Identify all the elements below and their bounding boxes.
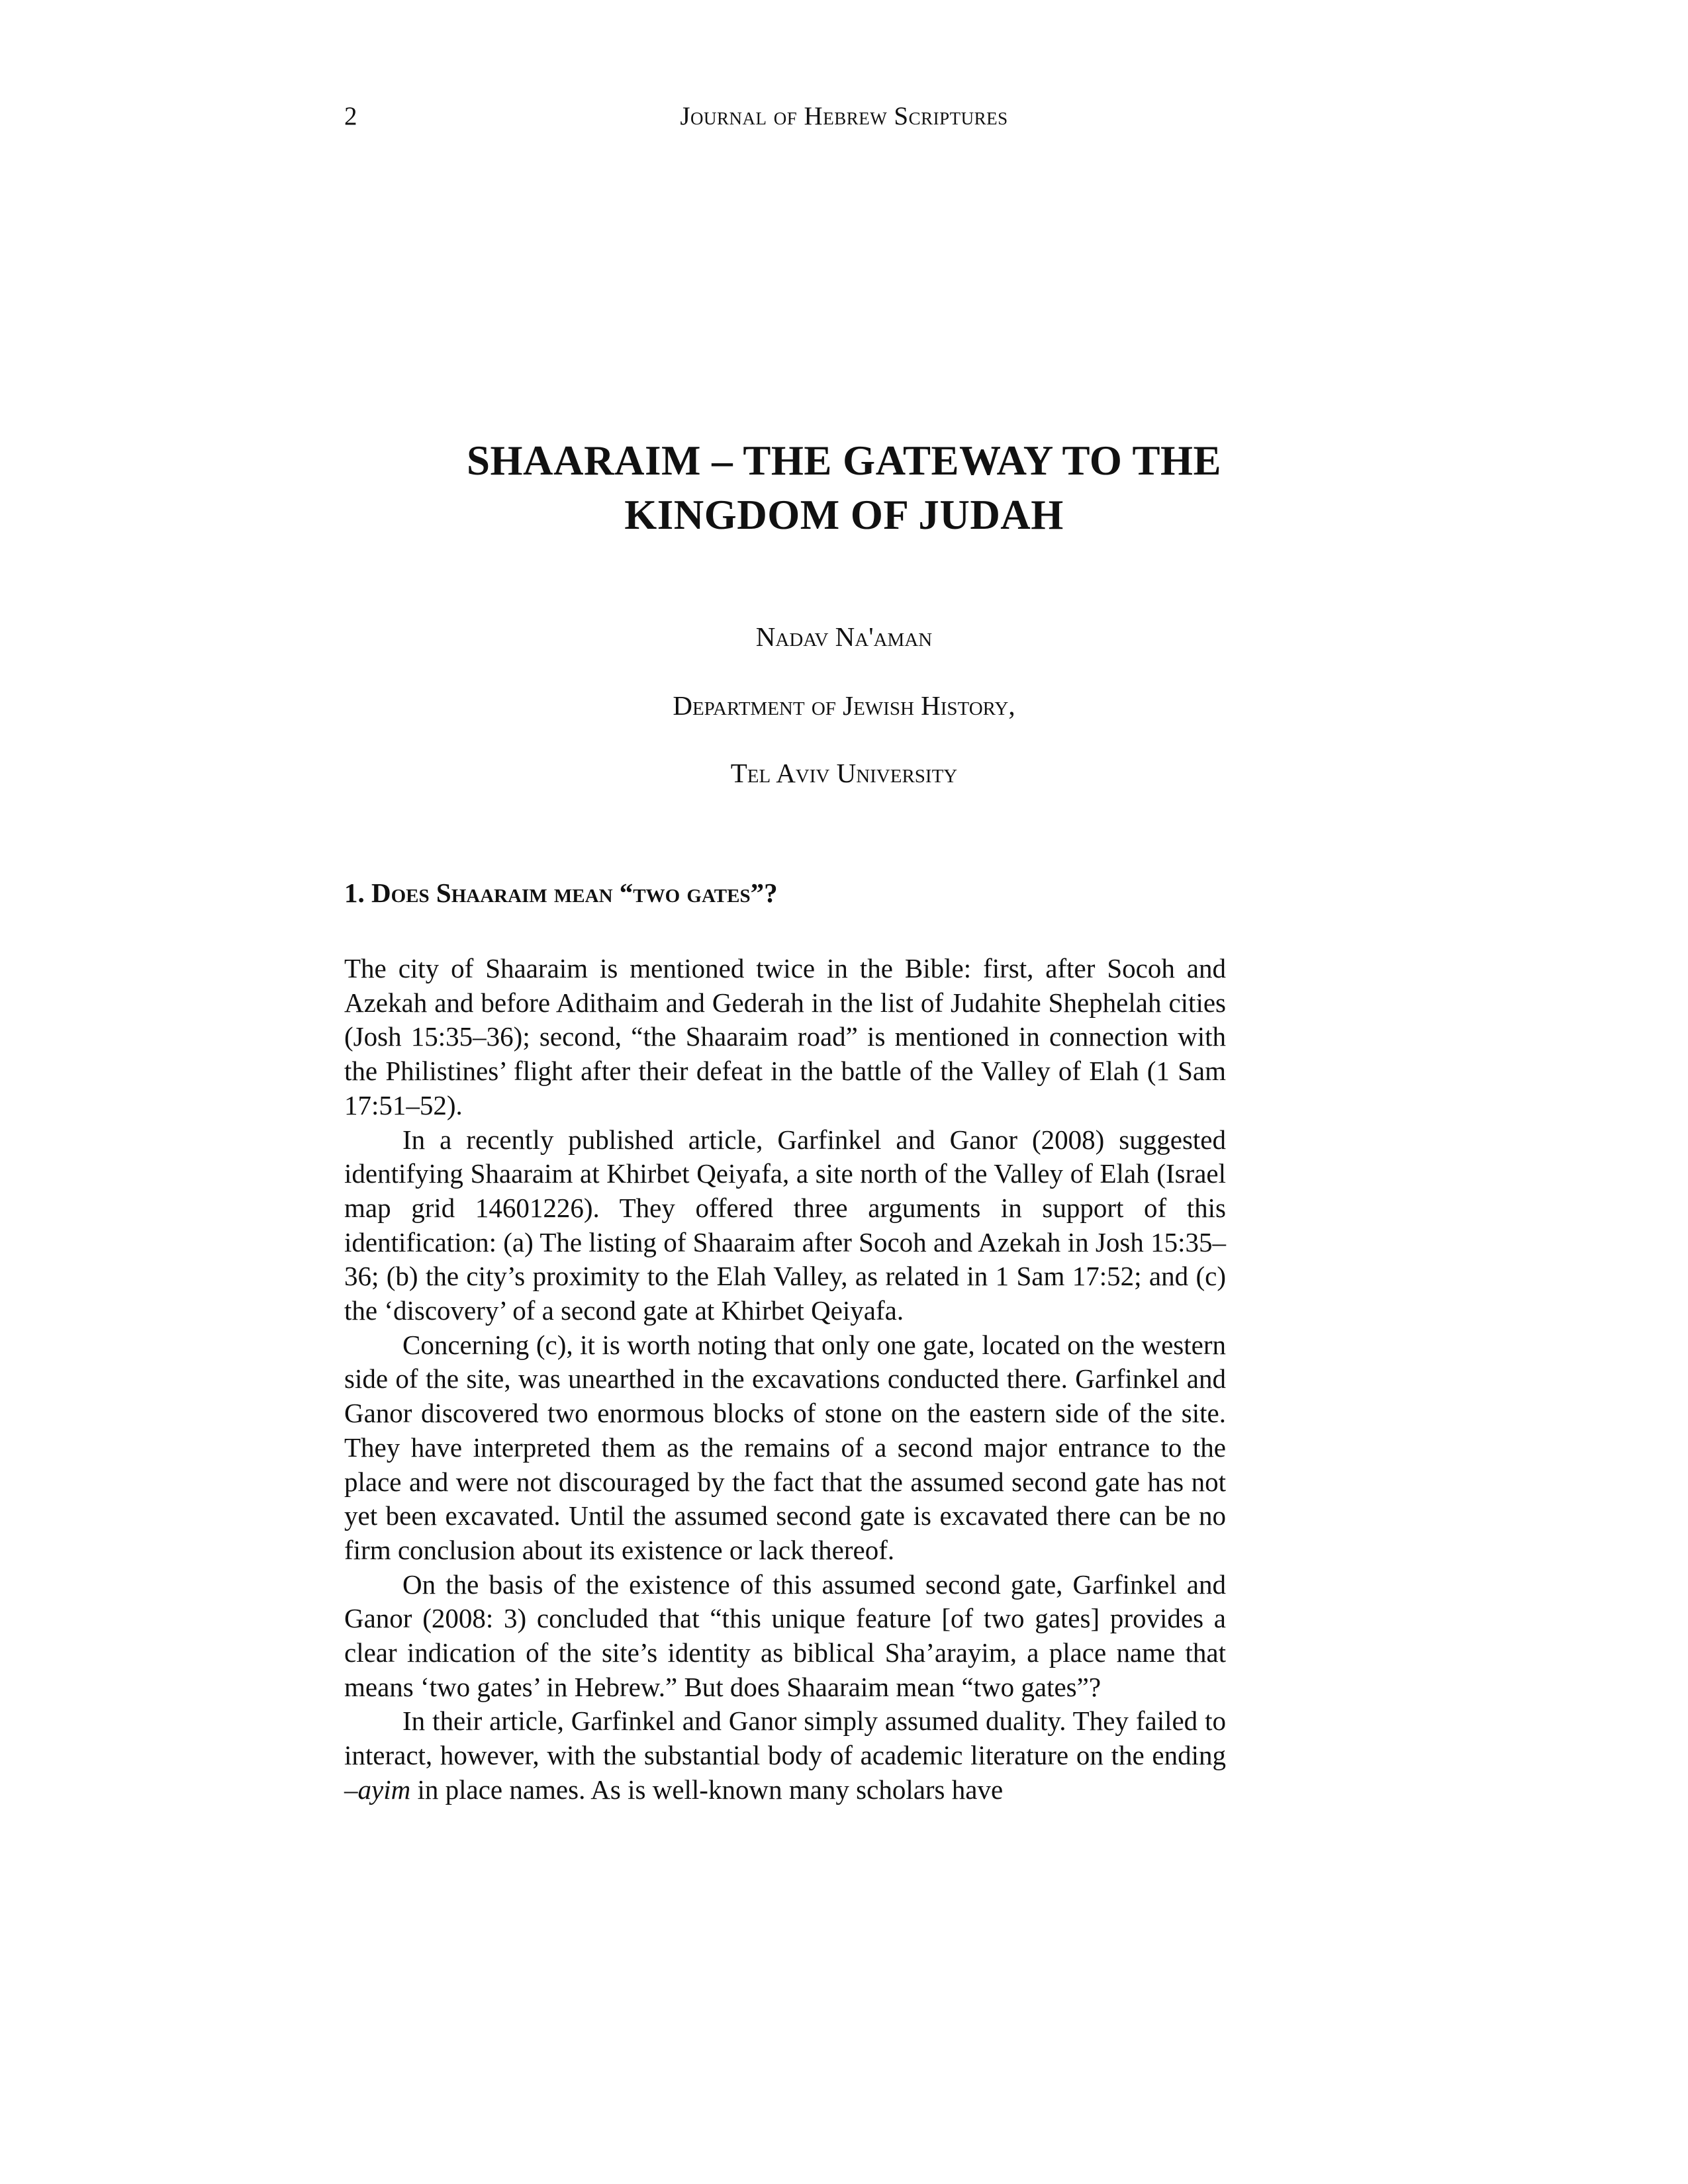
paragraph-5-end: in place names. As is well-known many scholars have (410, 1774, 1004, 1805)
paragraph-5-start: In their article, Garfinkel and Ganor simply assumed duality. They failed to interact, however, with the substantial body of academic literature on the ending (344, 1706, 1226, 1771)
body-text (344, 952, 1226, 1807)
paragraph-1: The city of Shaaraim is mentioned twice in the Bible: first, after Socoh and Azekah and before Adithaim and Gederah in the list of Judahite Shephelah cities (Josh 15:35–36); second, “the Shaaraim road” is mentioned in connection with the Philistines’ flight after their defeat in the battle of the Valley of Elah (1 Sam 17:51–52). (344, 953, 1226, 1120)
author-name: Nadav Na'aman (755, 621, 933, 652)
article-title-line-2: KINGDOM OF JUDAH (624, 492, 1064, 538)
affiliation-university: Tel Aviv University (730, 758, 958, 788)
article-title (265, 433, 1423, 542)
journal-title: Journal of Hebrew Scriptures (680, 102, 1008, 130)
paragraph-5 (344, 1704, 1226, 1807)
section-number: 1. (344, 878, 365, 908)
paragraph-3: Concerning (c), it is worth noting that only one gate, located on the western side of the site, was unearthed in the excavations conducted there. Garfinkel and Ganor discovered two enormous blocks of stone on the eastern side of the site. They have interpreted them as the remains of a second major entrance to the place and were not discouraged by the fact that the assumed second gate has not yet been excavated. Until the assumed second gate is excavated there can be no firm conclusion about its existence or lack thereof. (344, 1329, 1226, 1565)
section-title: Does Shaaraim mean “two gates”? (371, 878, 778, 908)
article-title-line-1: SHAARAIM – THE GATEWAY TO THE (466, 437, 1222, 484)
paragraph-2: In a recently published article, Garfinkel and Ganor (2008) suggested identifying Shaaraim at Khirbet Qeiyafa, a site north of the Valley of Elah (Israel map grid 14601226). They offered three arguments in support of this identification: (a) The listing of Shaaraim after Socoh and Azekah in Josh 15:35–36; (b) the city’s proximity to the Elah Valley, as related in 1 Sam 17:52; and (c) the ‘discovery’ of a second gate at Khirbet Qeiyafa. (344, 1124, 1226, 1326)
affiliation-department: Department of Jewish History, (673, 690, 1015, 721)
paragraph-4: On the basis of the existence of this assumed second gate, Garfinkel and Ganor (2008: 3) concluded that “this unique feature [of two gates] provides a clear indication of the site’s identity as biblical Sha’arayim, a place name that means ‘two gates’ in Hebrew.” But does Shaaraim mean “two gates”? (344, 1569, 1226, 1702)
ending-ayim: –ayim (344, 1774, 411, 1805)
page-number: 2 (344, 102, 357, 130)
section-heading (344, 875, 778, 911)
